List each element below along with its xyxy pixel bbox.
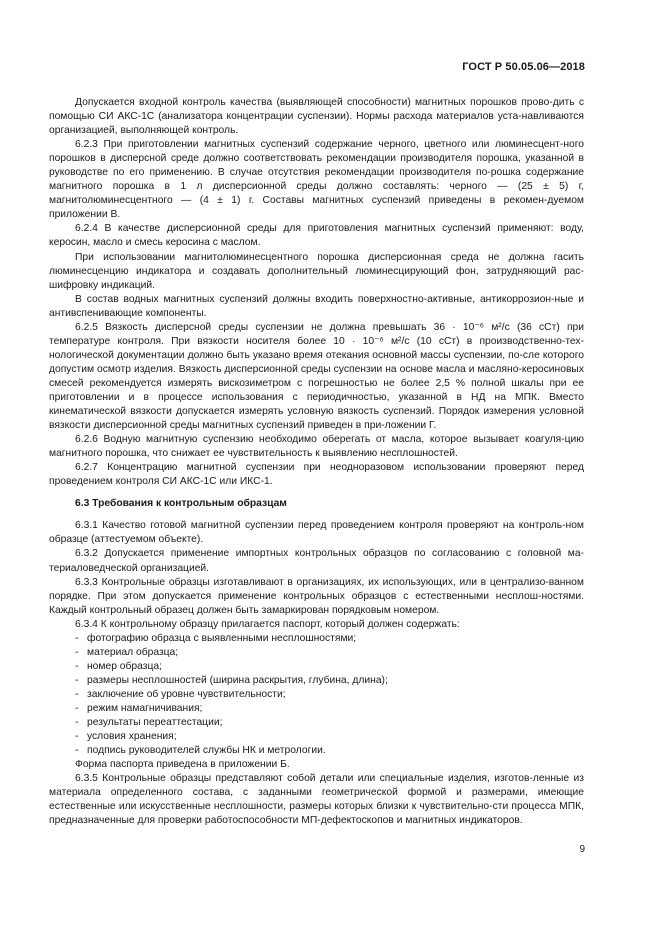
paragraph-6-3-2: 6.3.2 Допускается применение импортных контрольных образцов по согласованию с головной ма-териаловедческой организацией. <box>49 548 584 574</box>
list-item <box>49 702 584 716</box>
list-item <box>49 744 584 758</box>
paragraph: Форма паспорта приведена в приложении Б. <box>75 759 290 771</box>
list-item-text: условия хранения; <box>87 731 177 743</box>
list-item <box>49 674 584 688</box>
paragraph-6-2-6: 6.2.6 Водную магнитную суспензию необходимо оберегать от масла, которое вызывает коагуля-цию магнитного порошка, что снижает ее чувствительность к выявлению несплошностей. <box>49 434 584 460</box>
list-item-text: фотографию образца с выявленными несплошностями; <box>87 632 357 644</box>
passport-contents-list <box>49 632 584 758</box>
list-dash: - <box>75 660 79 672</box>
list-dash: - <box>75 646 79 658</box>
list-item-text: материал образца; <box>87 646 179 658</box>
list-item-text: режим намагничивания; <box>87 702 203 714</box>
list-dash: - <box>75 731 79 743</box>
list-item-text: номер образца; <box>87 660 162 672</box>
list-item <box>49 632 584 646</box>
list-item-text: размеры несплошностей (ширина раскрытия, глубина, длина); <box>87 674 388 686</box>
paragraph-6-2-5: 6.2.5 Вязкость дисперсной среды суспензии не должна превышать 36 · 10⁻⁶ м²/с (36 сСт) при температуре контроля. При вязкости носителя более 10 · 10⁻⁶ м²/с (10 сСт) в производственно-тех-нологической документации должно быть указано время отекания основной массы суспензии, по-сле которого допустим осмотр изделия. Вязкость дисперсионной среды суспензии на основе масла и масляно-керосиновых смесей рекомендуется измерять вискозиметром с погрешностью не более 2,5 % полной шкалы при ее приготовлении и в процессе использования с периодичностью, указанной в НД на МПК. Вместо кинематической вязкости допускается измерять условную вязкость суспензий. Порядок измерения условной вязкости дисперсионной среды магнитных суспензий приведен в при-ложении Г. <box>49 321 584 432</box>
list-dash: - <box>75 674 79 686</box>
list-dash: - <box>75 688 79 700</box>
paragraph: При использовании магнитолюминесцентного порошка дисперсионная среда не должна гасить люминесценцию индикатора и создавать дополнительный люминесцирующий фон, затрудняющий рас-шифровку индикаций. <box>49 251 584 291</box>
list-item <box>49 730 584 744</box>
page-number: 9 <box>579 844 585 855</box>
paragraph-6-3-4: 6.3.4 К контрольному образцу прилагается паспорт, который должен содержать: <box>75 618 460 630</box>
section-heading-6-3: 6.3 Требования к контрольным образцам <box>75 498 287 510</box>
paragraph: В состав водных магнитных суспензий должны входить поверхностно-активные, антикоррозион-ные и антивспенивающие компоненты. <box>49 293 584 319</box>
list-item <box>49 660 584 674</box>
paragraph-6-2-4: 6.2.4 В качестве дисперсионной среды для приготовления магнитных суспензий применяют: воду, керосин, масло и смесь керосина с маслом. <box>49 223 584 249</box>
list-dash: - <box>75 717 79 729</box>
document-body <box>49 96 584 828</box>
paragraph-6-3-5: 6.3.5 Контрольные образцы представляют собой детали или специальные изделия, изготов-ленные из материала определенного состава, с заданными геометрической формой и размерами, имеющие естественные или искусственные несплошности, размеры которых близки к чувствительно-сти процесса МПК, предназначенные для проверки работоспособности МП-дефектоскопов и магнитных индикаторов. <box>49 773 584 827</box>
paragraph-6-3-1: 6.3.1 Качество готовой магнитной суспензии перед проведением контроля проверяют на контроль-ном образце (аттестуемом объекте). <box>49 520 584 546</box>
list-item <box>49 688 584 702</box>
list-dash: - <box>75 702 79 714</box>
list-dash: - <box>75 632 79 644</box>
list-dash: - <box>75 745 79 757</box>
document-code-header: ГОСТ Р 50.05.06—2018 <box>462 61 585 73</box>
list-item <box>49 716 584 730</box>
paragraph-6-2-7: 6.2.7 Концентрацию магнитной суспензии при неодноразовом использовании проверяют перед проведением контроля СИ АКС-1С или ИКС-1. <box>49 462 584 488</box>
paragraph: Допускается входной контроль качества (выявляющей способности) магнитных порошков прово-дить с помощью СИ АКС-1С (анализатора концентрации суспензии). Нормы расхода материалов уста-навливаются организацией, выполняющей контроль. <box>49 97 584 137</box>
list-item-text: результаты переаттестации; <box>87 717 223 729</box>
list-item-text: заключение об уровне чувствительности; <box>87 688 286 700</box>
paragraph-6-2-3: 6.2.3 При приготовлении магнитных суспензий содержание черного, цветного или люминесцент-ного порошков в дисперсной среде должно соответствовать рекомендации производителя порошка, указанной в руководстве по его применению. В случае отсутствия рекомендации производителя по-рошка содержание магнитного порошка в 1 л дисперсионной среды должно составлять: черного — (25 ± 5) г, магнитолюминесцентного — (4 ± 1) г. Составы магнитных суспензий приведены в рекомен-дуемом приложении В. <box>49 139 584 221</box>
list-item <box>49 646 584 660</box>
list-item-text: подпись руководителей службы НК и метрологии. <box>87 745 326 757</box>
paragraph-6-3-3: 6.3.3 Контрольные образцы изготавливают в организациях, их использующих, или в централизо-ванном порядке. При этом допускается применение контрольных образцов с естественными несплош-ностями. Каждый контрольный образец должен быть замаркирован порядковым номером. <box>49 576 584 616</box>
